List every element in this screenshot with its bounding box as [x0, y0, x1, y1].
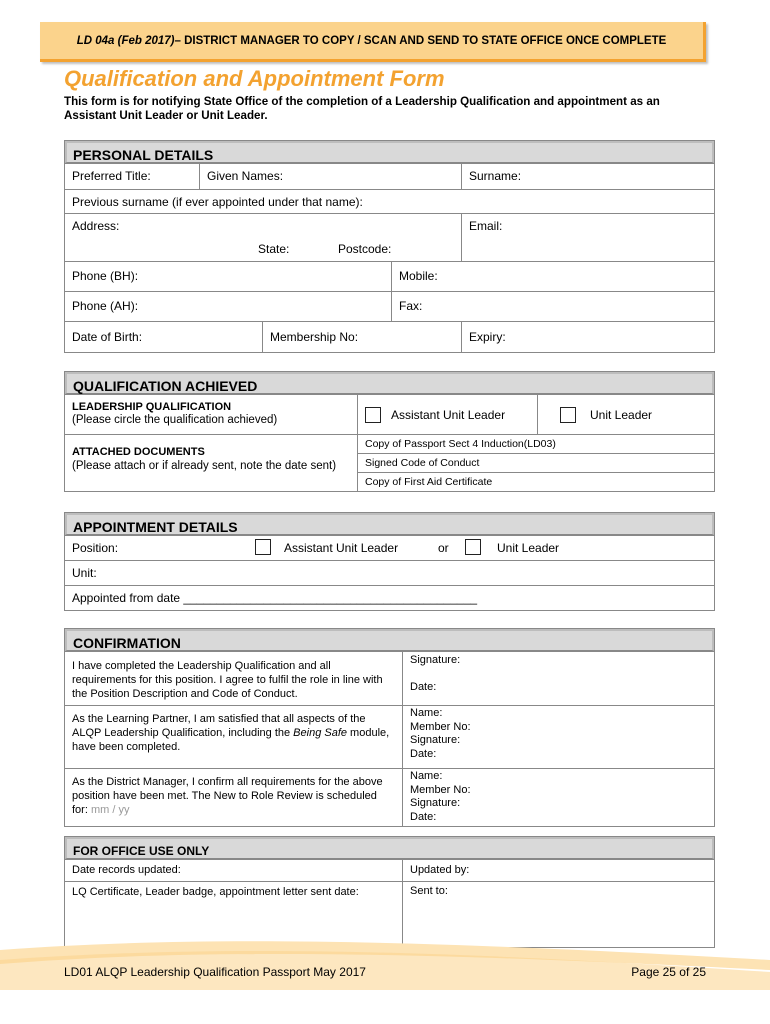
doc-item[interactable]: Copy of First Aid Certificate	[358, 472, 714, 491]
member-signoff[interactable]: Signature: Date:	[402, 652, 714, 705]
mobile-field[interactable]: Mobile:	[391, 262, 714, 291]
page-title: Qualification and Appointment Form	[64, 66, 445, 91]
expiry-field[interactable]: Expiry:	[461, 322, 714, 352]
dob-field[interactable]: Date of Birth:	[72, 330, 143, 344]
section-heading: CONFIRMATION	[65, 629, 714, 651]
lq-certificate-field[interactable]: LQ Certificate, Leader badge, appointment letter sent date:	[72, 886, 359, 898]
doc-item[interactable]: Signed Code of Conduct	[358, 453, 714, 472]
docs-label: ATTACHED DOCUMENTS (Please attach or if already sent, note the date sent)	[72, 446, 337, 472]
position-option-ul[interactable]: Unit Leader	[497, 541, 560, 555]
learning-partner-signoff[interactable]: Name: Member No: Signature: Date:	[402, 706, 714, 768]
doc-item[interactable]: Copy of Passport Sect 4 Induction(LD03)	[365, 438, 556, 450]
intro-text: This form is for notifying State Office of the completion of a Leadership Qualification and appointment as an Assistant Unit Leader or Unit Leader.	[64, 95, 660, 122]
membership-no-field[interactable]: Membership No:	[262, 322, 461, 352]
address-field[interactable]: Address: State: Postcode:	[72, 219, 392, 256]
phone-bh-field[interactable]: Phone (BH):	[72, 269, 139, 283]
fax-field[interactable]: Fax:	[391, 292, 714, 321]
footer-swoosh-graphic	[0, 930, 770, 990]
confirmation-section	[64, 628, 715, 827]
email-field[interactable]: Email:	[461, 214, 714, 261]
previous-surname-field[interactable]: Previous surname (if ever appointed under that name):	[72, 195, 363, 209]
unit-field[interactable]: Unit:	[72, 566, 97, 580]
district-manager-statement: As the District Manager, I confirm all requirements for the above position have been met. The New to Role Review is scheduled for: mm / yy	[72, 776, 383, 816]
lq-label: LEADERSHIP QUALIFICATION (Please circle the qualification achieved)	[72, 401, 278, 426]
lq-option-aul[interactable]: Assistant Unit Leader	[357, 395, 537, 434]
date-records-updated-field[interactable]: Date records updated:	[72, 864, 181, 876]
phone-ah-field[interactable]: Phone (AH):	[72, 299, 139, 313]
docs-list	[357, 435, 714, 491]
sent-to-field[interactable]: Sent to:	[402, 882, 714, 944]
section-heading: APPOINTMENT DETAILS	[65, 513, 714, 535]
checkbox-icon[interactable]	[560, 407, 576, 423]
preferred-title-field[interactable]: Preferred Title:	[72, 169, 151, 183]
or-label: or	[438, 541, 449, 555]
section-heading: QUALIFICATION ACHIEVED	[65, 372, 714, 394]
section-heading: PERSONAL DETAILS	[65, 141, 714, 163]
given-names-field[interactable]: Given Names:	[199, 164, 461, 189]
postcode-label: Postcode:	[338, 242, 392, 256]
updated-by-field[interactable]: Updated by:	[402, 860, 714, 881]
footer-document-name: LD01 ALQP Leadership Qualification Passport May 2017	[64, 965, 366, 979]
section-heading: FOR OFFICE USE ONLY	[65, 837, 714, 859]
appointed-from-field[interactable]: Appointed from date ____________________________________________	[72, 591, 478, 605]
surname-field[interactable]: Surname:	[461, 164, 714, 189]
footer-page-number: Page 25 of 25	[631, 965, 706, 979]
appointment-section	[64, 512, 715, 611]
form-code: LD 04a (Feb 2017)	[76, 34, 175, 47]
lq-option-ul[interactable]: Unit Leader	[537, 395, 714, 434]
checkbox-icon[interactable]	[365, 407, 381, 423]
position-option-aul[interactable]: Assistant Unit Leader	[284, 541, 399, 555]
qualification-section	[64, 371, 715, 492]
district-manager-signoff[interactable]: Name: Member No: Signature: Date:	[402, 769, 714, 826]
member-statement: I have completed the Leadership Qualification and all requirements for this position. I agree to fulfil the role in line with the Position Description and Code of Conduct.	[72, 660, 383, 700]
position-field: Position: Assistant Unit Leader or Unit Leader	[72, 541, 560, 555]
learning-partner-statement: As the Learning Partner, I am satisfied that all aspects of the ALQP Leadership Qualification, including the Being Safe module, have been completed.	[72, 713, 390, 753]
checkbox-icon[interactable]	[255, 539, 271, 555]
checkbox-icon[interactable]	[465, 539, 481, 555]
personal-details-section	[64, 140, 715, 353]
instruction-banner	[40, 22, 706, 62]
banner-text: – DISTRICT MANAGER TO COPY / SCAN AND SEND TO STATE OFFICE ONCE COMPLETE	[174, 34, 667, 47]
state-label: State:	[258, 242, 290, 256]
